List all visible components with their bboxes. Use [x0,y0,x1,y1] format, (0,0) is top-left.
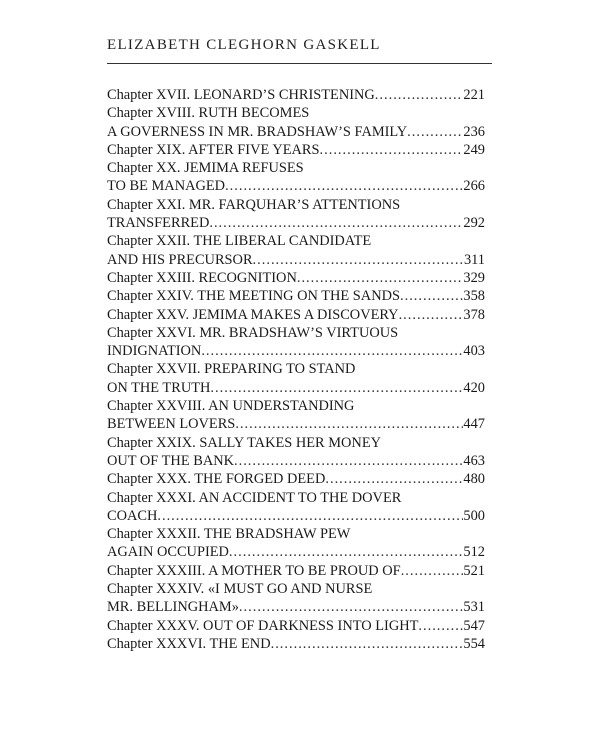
dot-leader [209,214,463,232]
toc-entry-title: Chapter XXVI. MR. BRADSHAW’S VIRTUOUS [107,324,399,341]
toc-entry-title: Chapter XXVII. PREPARING TO STAND [107,361,356,378]
toc-entry-line [107,598,485,616]
toc-entry-title: Chapter XXIII. RECOGNITION [107,269,297,286]
dot-leader [253,251,464,269]
toc-entry-line [107,470,485,488]
toc-entry-title: Chapter XXXII. THE BRADSHAW PEW [107,526,351,543]
toc-entry-page-number: 329 [463,269,485,286]
toc-entry-page-number: 249 [463,141,485,158]
toc-entry-title: BETWEEN LOVERS [107,416,236,433]
dot-leader [320,141,464,159]
toc-entry-line [107,452,485,470]
toc-entry-title: Chapter XXXI. AN ACCIDENT TO THE DOVER [107,489,402,506]
toc-entry-page-number: 463 [463,452,485,469]
dot-leader [325,470,463,488]
toc-entry-line [107,415,485,433]
toc-entry-page-number: 447 [463,416,485,433]
toc-entry-line [107,324,485,342]
dot-leader [401,562,464,580]
dot-leader [399,306,464,324]
header-rule [107,63,492,64]
toc-entry-title: Chapter XXIV. THE MEETING ON THE SANDS [107,288,400,305]
toc-entry-line [107,141,485,159]
toc-entry-title: TRANSFERRED [107,215,210,232]
toc-entry-line [107,342,485,360]
toc-entry-page-number: 547 [463,617,485,634]
toc-entry-line [107,617,485,635]
dot-leader [157,507,463,525]
dot-leader [229,543,463,561]
toc-entry-line [107,562,485,580]
toc-entry-line [107,104,485,122]
toc-entry-title: ON THE TRUTH [107,379,211,396]
toc-entry-title: AND HIS PRECURSOR [107,251,253,268]
toc-entry-page-number: 358 [463,288,485,305]
toc-entry-title: Chapter XXI. MR. FARQUHAR’S ATTENTIONS [107,196,401,213]
toc-entry-title: TO BE MANAGED [107,178,226,195]
toc-entry-page-number: 292 [463,215,485,232]
dot-leader [271,635,464,653]
toc-entry-line [107,86,485,104]
dot-leader [375,86,464,104]
toc-entry-page-number: 554 [463,635,485,652]
toc-entry-line [107,379,485,397]
toc-entry-title: Chapter XXXV. OUT OF DARKNESS INTO LIGHT [107,617,419,634]
toc-entry-page-number: 521 [463,562,485,579]
toc-entry-line [107,232,485,250]
toc-entry-page-number: 512 [463,544,485,561]
toc-entry-line [107,214,485,232]
toc-entry-title: Chapter XXIX. SALLY TAKES HER MONEY [107,434,382,451]
toc-entry-page-number: 266 [463,178,485,195]
toc-entry-title: Chapter XXVIII. AN UNDERSTANDING [107,398,355,415]
toc-entry-line [107,397,485,415]
dot-leader [235,415,463,433]
toc-entry-line [107,434,485,452]
toc-entry-title: Chapter XVIII. RUTH BECOMES [107,105,310,122]
toc-entry-title: Chapter XXX. THE FORGED DEED [107,471,326,488]
toc-entry-title: A GOVERNESS IN MR. BRADSHAW’S FAMILY [107,123,408,140]
toc-entry-title: Chapter XVII. LEONARD’S CHRISTENING [107,87,375,103]
toc-entry-title: MR. BELLINGHAM» [107,599,239,616]
toc-entry-page-number: 221 [463,87,485,103]
toc-entry-line [107,489,485,507]
toc-entry-title: OUT OF THE BANK [107,452,234,469]
dot-leader [225,177,463,195]
toc-entry-title: Chapter XIX. AFTER FIVE YEARS [107,141,320,158]
toc-entry-title: Chapter XXXIII. A MOTHER TO BE PROUD OF [107,562,401,579]
toc-entry-title: Chapter XXV. JEMIMA MAKES A DISCOVERY [107,306,399,323]
toc-entry-line [107,287,485,305]
running-head-author: ELIZABETH CLEGHORN GASKELL [107,37,381,53]
dot-leader [418,617,463,635]
table-of-contents [107,86,485,653]
dot-leader [239,598,463,616]
toc-entry-line [107,251,485,269]
toc-entry-line [107,580,485,598]
dot-leader [297,269,464,287]
toc-entry-page-number: 480 [463,471,485,488]
dot-leader [201,342,463,360]
toc-entry-line [107,269,485,287]
toc-entry-title: Chapter XXXIV. «I MUST GO AND NURSE [107,581,373,598]
toc-entry-line [107,123,485,141]
toc-entry-title: AGAIN OCCUPIED [107,544,229,561]
toc-entry-page-number: 420 [463,379,485,396]
toc-entry-page-number: 403 [463,343,485,360]
toc-entry-page-number: 531 [463,599,485,616]
toc-entry-line [107,177,485,195]
toc-entry-title: INDIGNATION [107,343,202,360]
toc-entry-page-number: 236 [463,123,485,140]
toc-entry-line [107,525,485,543]
dot-leader [407,123,463,141]
toc-entry-page-number: 311 [463,251,485,268]
toc-entry-line [107,635,485,653]
dot-leader [210,379,463,397]
toc-entry-line [107,543,485,561]
toc-entry-title: COACH [107,507,158,524]
dot-leader [234,452,463,470]
toc-entry-title: Chapter XXXVI. THE END [107,635,271,652]
toc-entry-page-number: 378 [463,306,485,323]
toc-entry-line [107,159,485,177]
toc-entry-line [107,360,485,378]
toc-entry-title: Chapter XX. JEMIMA REFUSES [107,160,304,177]
toc-entry-line [107,507,485,525]
dot-leader [400,287,463,305]
toc-entry-line [107,306,485,324]
toc-entry-title: Chapter XXII. THE LIBERAL CANDIDATE [107,233,372,250]
toc-entry-page-number: 500 [463,507,485,524]
toc-entry-line [107,196,485,214]
